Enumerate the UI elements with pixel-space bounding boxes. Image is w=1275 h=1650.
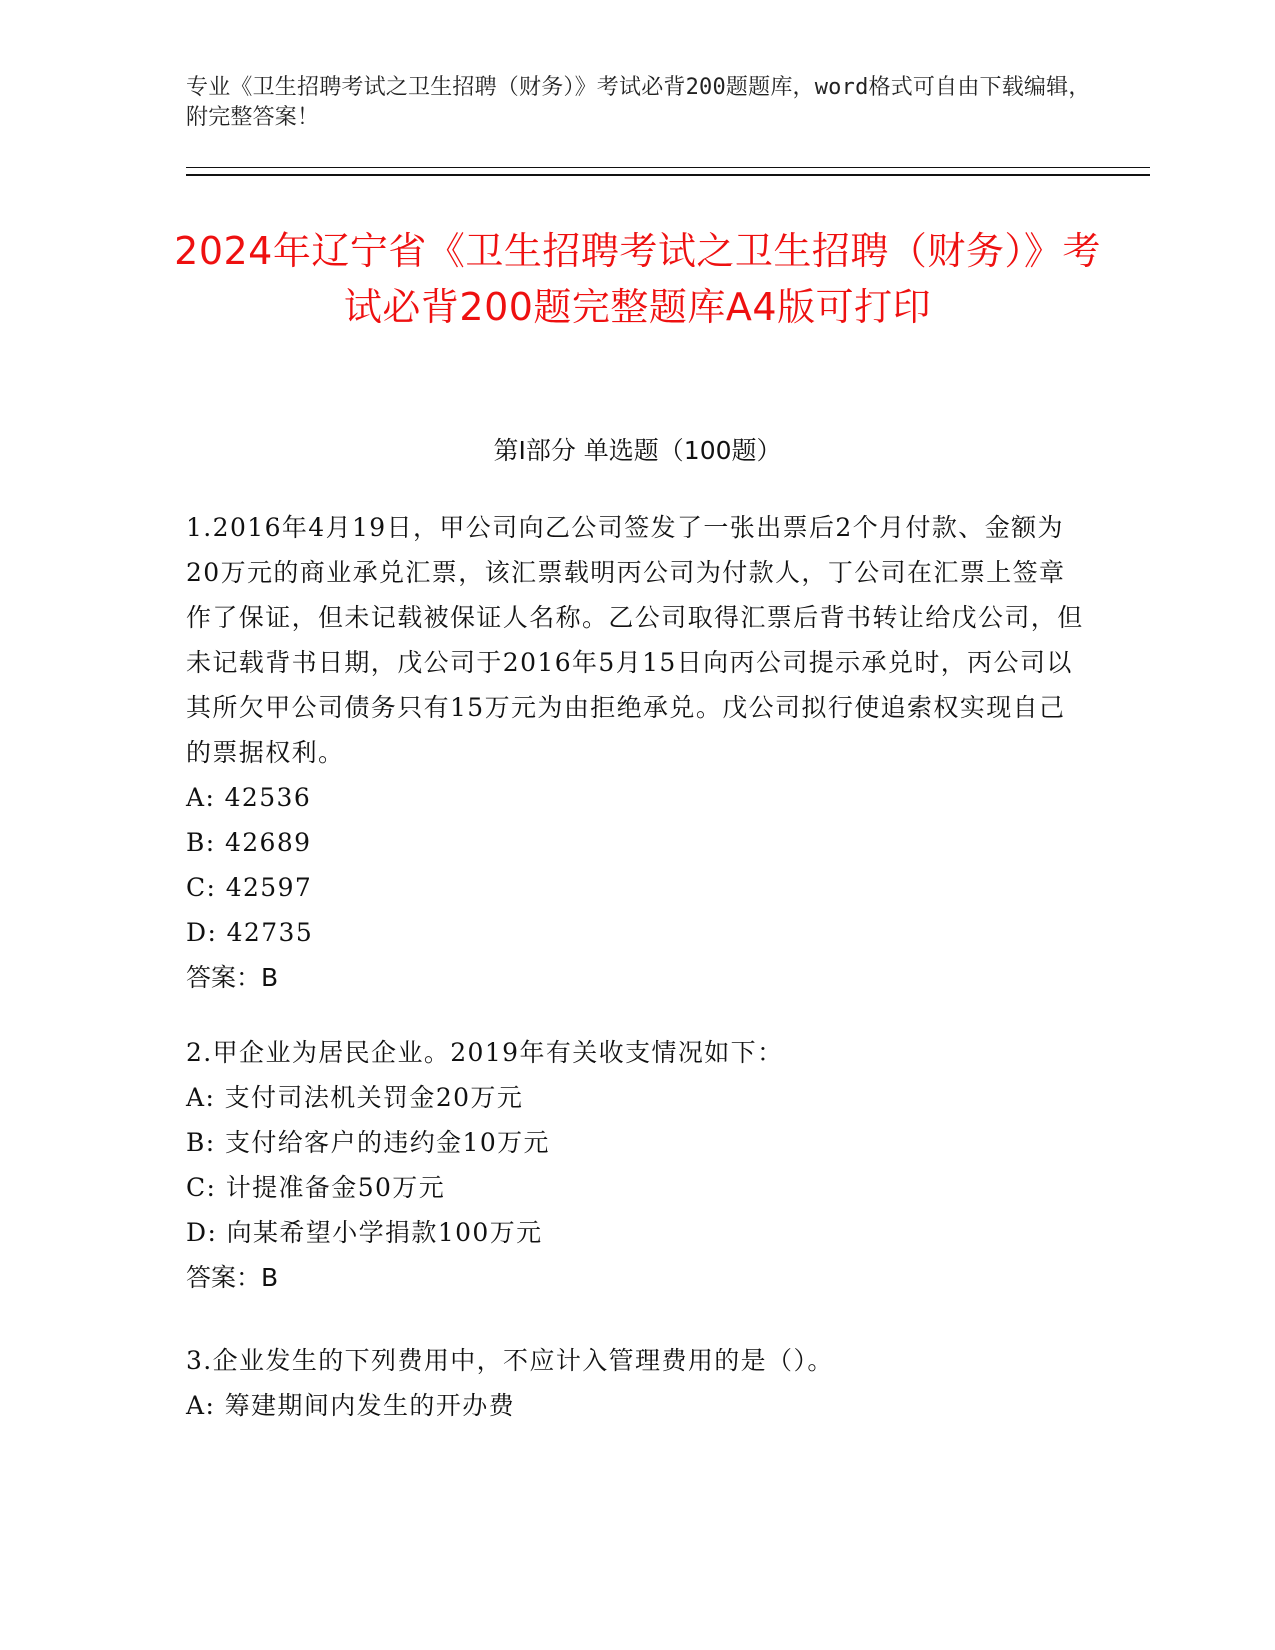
option-c: C: 42597 — [186, 873, 313, 902]
question-3 — [186, 1338, 1091, 1428]
question-text: 3.企业发生的下列费用中，不应计入管理费用的是（）。 — [186, 1346, 834, 1375]
answer: 答案：B — [186, 1263, 279, 1292]
option-d: D: 42735 — [186, 918, 314, 947]
answer: 答案：B — [186, 963, 279, 992]
option-b: B: 支付给客户的违约金10万元 — [186, 1128, 550, 1157]
document-title: 2024年辽宁省《卫生招聘考试之卫生招聘（财务）》考试必背200题完整题库A4版可打印 — [174, 229, 1101, 330]
question-text: 2.甲企业为居民企业。2019年有关收支情况如下： — [186, 1038, 784, 1067]
option-a: A: 筹建期间内发生的开办费 — [186, 1391, 516, 1420]
option-a: A: 支付司法机关罚金20万元 — [186, 1083, 524, 1112]
option-b: B: 42689 — [186, 828, 312, 857]
section-heading: 第I部分 单选题（100题） — [493, 436, 782, 465]
header-divider-thin — [186, 167, 1150, 168]
option-a: A: 42536 — [186, 783, 312, 812]
header-divider-thick — [186, 174, 1150, 176]
option-d: D: 向某希望小学捐款100万元 — [186, 1218, 543, 1247]
question-1 — [186, 505, 1091, 1000]
option-c: C: 计提准备金50万元 — [186, 1173, 446, 1202]
header-note: 专业《卫生招聘考试之卫生招聘（财务）》考试必背200题题库，word格式可自由下载编辑，附完整答案！ — [186, 75, 1091, 130]
question-text: 1.2016年4月19日，甲公司向乙公司签发了一张出票后2个月付款、金额为20万元的商业承兑汇票，该汇票载明丙公司为付款人，丁公司在汇票上签章作了保证，但未记载被保证人名称。乙公司取得汇票后背书转让给戊公司，但未记载背书日期，戊公司于2016年5月15日向丙公司提示承兑时，丙公司以其所欠甲公司债务只有15万元为由拒绝承兑。戊公司拟行使追索权实现自己的票据权利。 — [186, 513, 1084, 767]
question-2 — [186, 1030, 1091, 1300]
